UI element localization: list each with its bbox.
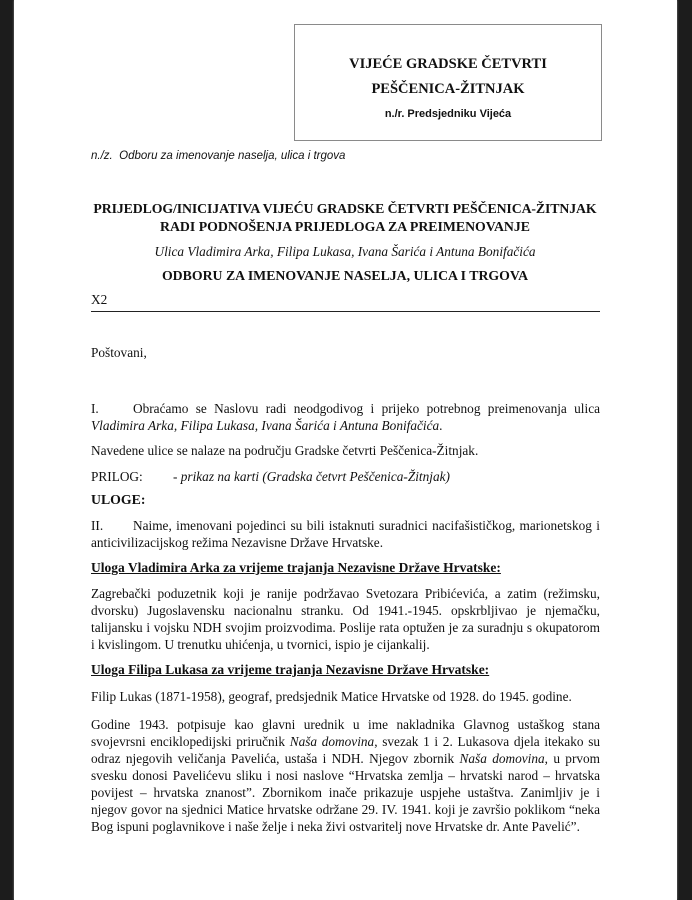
greeting: Poštovani, xyxy=(91,345,147,360)
roles-heading: ULOGE: xyxy=(91,492,146,507)
section-2-text: Naime, imenovani pojedinci su bili istaknuti suradnici nacifašističkog, marionetskog i anticivilizacijskog režima Nezavisne Države Hrvatske. xyxy=(91,518,600,550)
section-2-paragraph xyxy=(91,517,600,551)
document-title-line1: PRIJEDLOG/INICIJATIVA VIJEĆU GRADSKE ČETVRTI PEŠČENICA-ŽITNJAK xyxy=(93,201,597,216)
lukas-text-2: , svezak 1 i 2. Lukasova djela itekako su odraz njegovih veličanja Pavelića, ustaša i NDH. Njegov zbornik xyxy=(91,734,601,766)
document-subtitle: Ulica Vladimira Arka, Filipa Lukasa, Ivana Šarića i Antuna Bonifačića xyxy=(154,244,536,259)
lukas-text-1: Godine 1943. potpisuje kao glavni urednik u ime nakladnika Glavnog ustaškog stana svojevrsni enciklopedijski priručnik xyxy=(91,717,600,749)
section-1-end: . xyxy=(439,418,443,433)
recipient-attention: n./r. Predsjedniku Vijeća xyxy=(384,108,512,120)
recipient-council: VIJEĆE GRADSKE ČETVRTI xyxy=(349,56,547,72)
attachment-label: PRILOG: xyxy=(91,469,143,484)
reference-code: X2 xyxy=(91,292,108,307)
header-divider xyxy=(91,311,600,312)
lukas-paragraph xyxy=(91,716,600,835)
recipient-district: PEŠČENICA-ŽITNJAK xyxy=(371,81,525,97)
lukas-book-title: Naša domovina xyxy=(289,734,375,749)
lukas-text-3: , u prvom svesku donosi Pavelićevu sliku i nosi naslove “Hrvatska zemlja – hrvatski narod – hrvatska povijest – hrvatska znanost”. Zbornikom inače prikazuje uspjehe ustaštva. Zanimljiv je i njegov govor na sjednici Matice hrvatske održane 29. IV. 1941. koji je završio poklikom “neka Bog ispuni poglavnikove i naše želje i neka živi ostvaritelj nove Hrvatske dr. Ante Pavelić”. xyxy=(91,751,601,834)
lukas-book-title-2: Naša domovina xyxy=(459,751,545,766)
lukas-heading: Uloga Filipa Lukasa za vrijeme trajanja Nezavisne Države Hrvatske: xyxy=(91,662,490,677)
attention-line: n./z. Odboru za imenovanje naselja, ulica i trgova xyxy=(91,150,346,162)
attachment-value: - prikaz na karti (Gradska četvrt Peščenica-Žitnjak) xyxy=(173,469,450,484)
document-title-line3: ODBORU ZA IMENOVANJE NASELJA, ULICA I TRGOVA xyxy=(161,268,529,283)
section-1-number: I. xyxy=(91,401,99,416)
document-page xyxy=(14,0,677,900)
section-1-paragraph xyxy=(91,400,600,434)
section-1-streets: Vladimira Arka, Filipa Lukasa, Ivana Šarića i Antuna Bonifačića xyxy=(91,418,440,433)
attachment-line xyxy=(91,468,600,485)
section-1-text: Obraćamo se Naslovu radi neodgodivog i prijeko potrebnog preimenovanja ulica xyxy=(133,401,600,416)
section-2-number: II. xyxy=(91,518,104,533)
arko-heading: Uloga Vladimira Arka za vrijeme trajanja Nezavisne Države Hrvatske: xyxy=(91,560,501,575)
arko-paragraph: Zagrebački poduzetnik koji je ranije podržavao Svetozara Pribićevića, a zatim (režimsku, dvorsku) Jugoslavensku nacionalnu stranku. Od 1941.-1945. opskrbljivao je njemačku, talijansku i vojsku NDH svojim proizvodima. Poslije rata optužen je za suradnju s okupatorom i kvislingom. U trenutku uhićenja, u tvornici, ispio je cijankalij. xyxy=(91,586,600,652)
document-title-line2: RADI PODNOŠENJA PRIJEDLOGA ZA PREIMENOVANJE xyxy=(159,219,530,234)
recipient-box xyxy=(294,24,602,141)
lukas-intro: Filip Lukas (1871-1958), geograf, predsjednik Matice Hrvatske od 1928. do 1945. godine. xyxy=(91,689,572,704)
location-note: Navedene ulice se nalaze na području Gradske četvrti Peščenica-Žitnjak. xyxy=(91,443,479,458)
